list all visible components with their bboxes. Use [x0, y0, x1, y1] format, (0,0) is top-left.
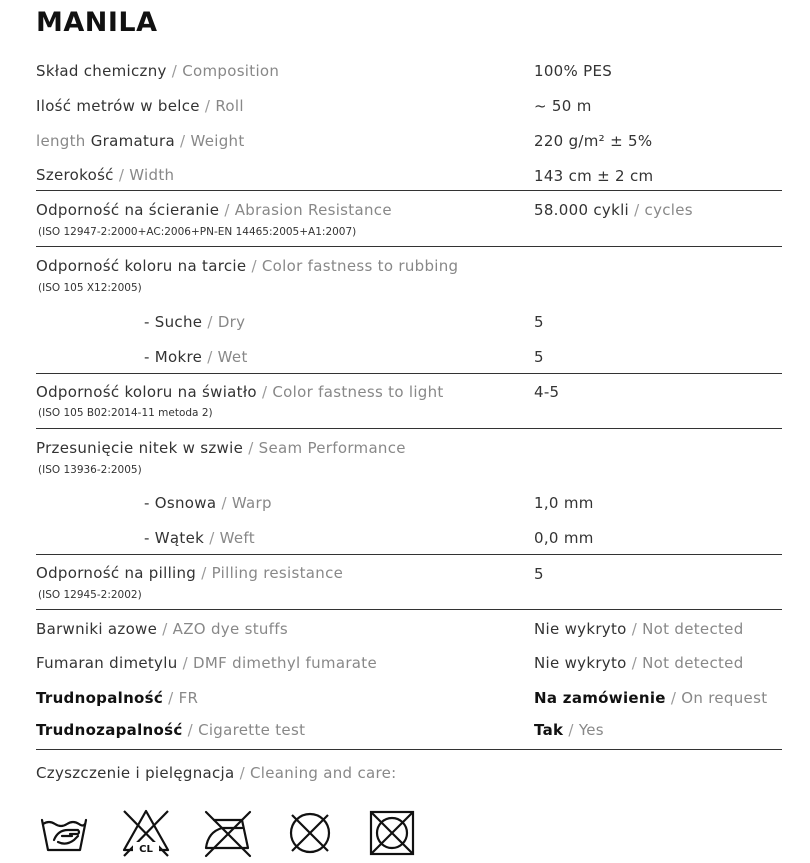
- seam-label: Przesunięcie nitek w szwie / Seam Performance: [36, 439, 406, 457]
- width-label: Szerokość / Width: [36, 166, 175, 184]
- abrasion-value: 58.000 cykli / cycles: [534, 201, 693, 219]
- seam-weft-label: - Wątek / Weft: [144, 529, 255, 547]
- seam-weft-value: 0,0 mm: [534, 529, 594, 547]
- do-not-dry-clean-icon: [284, 806, 336, 858]
- abrasion-label: Odporność na ścieranie / Abrasion Resistance: [36, 201, 392, 219]
- light-norm: (ISO 105 B02:2014-11 metoda 2): [38, 407, 213, 419]
- hand-wash-icon: [38, 806, 90, 858]
- pilling-label: Odporność na pilling / Pilling resistance: [36, 564, 344, 582]
- rubbing-label: Odporność koloru na tarcie / Color fastness to rubbing: [36, 257, 459, 275]
- weight-label: length Gramatura / Weight: [36, 132, 245, 150]
- divider: [36, 190, 782, 191]
- light-value: 4-5: [534, 383, 560, 401]
- roll-value: ~ 50 m: [534, 97, 592, 115]
- care-label: Czyszczenie i pielęgnacja / Cleaning and care:: [36, 764, 397, 782]
- fr-label: Trudnopalność / FR: [36, 689, 199, 707]
- fr-value: Na zamówienie / On request: [534, 689, 768, 707]
- pilling-norm: (ISO 12945-2:2002): [38, 589, 142, 601]
- seam-warp-value: 1,0 mm: [534, 494, 594, 512]
- rubbing-norm: (ISO 105 X12:2005): [38, 282, 142, 294]
- do-not-iron-icon: [202, 806, 254, 858]
- azo-value: Nie wykryto / Not detected: [534, 620, 744, 638]
- divider: [36, 554, 782, 555]
- page-title: MANILA: [36, 7, 158, 38]
- seam-warp-label: - Osnowa / Warp: [144, 494, 272, 512]
- rubbing-wet-value: 5: [534, 348, 544, 366]
- divider: [36, 609, 782, 610]
- rubbing-dry-label: - Suche / Dry: [144, 313, 246, 331]
- weight-value: 220 g/m² ± 5%: [534, 132, 653, 150]
- composition-label: Skład chemiczny / Composition: [36, 62, 280, 80]
- seam-norm: (ISO 13936-2:2005): [38, 464, 142, 476]
- rubbing-dry-value: 5: [534, 313, 544, 331]
- roll-label: Ilość metrów w belce / Roll: [36, 97, 244, 115]
- no-chlorine-bleach-icon: [120, 806, 172, 858]
- cl-label: CL: [139, 844, 153, 855]
- light-label: Odporność koloru na światło / Color fastness to light: [36, 383, 444, 401]
- divider: [36, 246, 782, 247]
- divider: [36, 749, 782, 750]
- abrasion-norm: (ISO 12947-2:2000+AC:2006+PN-EN 14465:2005+A1:2007): [38, 226, 357, 238]
- dmf-value: Nie wykryto / Not detected: [534, 654, 744, 672]
- dmf-label: Fumaran dimetylu / DMF dimethyl fumarate: [36, 654, 378, 672]
- divider: [36, 428, 782, 429]
- composition-value: 100% PES: [534, 62, 613, 80]
- azo-label: Barwniki azowe / AZO dye stuffs: [36, 620, 288, 638]
- divider: [36, 373, 782, 374]
- cigarette-label: Trudnozapalność / Cigarette test: [36, 721, 306, 739]
- pilling-value: 5: [534, 565, 544, 583]
- width-value: 143 cm ± 2 cm: [534, 167, 654, 185]
- rubbing-wet-label: - Mokre / Wet: [144, 348, 248, 366]
- do-not-tumble-dry-icon: [366, 806, 418, 858]
- cigarette-value: Tak / Yes: [534, 721, 604, 739]
